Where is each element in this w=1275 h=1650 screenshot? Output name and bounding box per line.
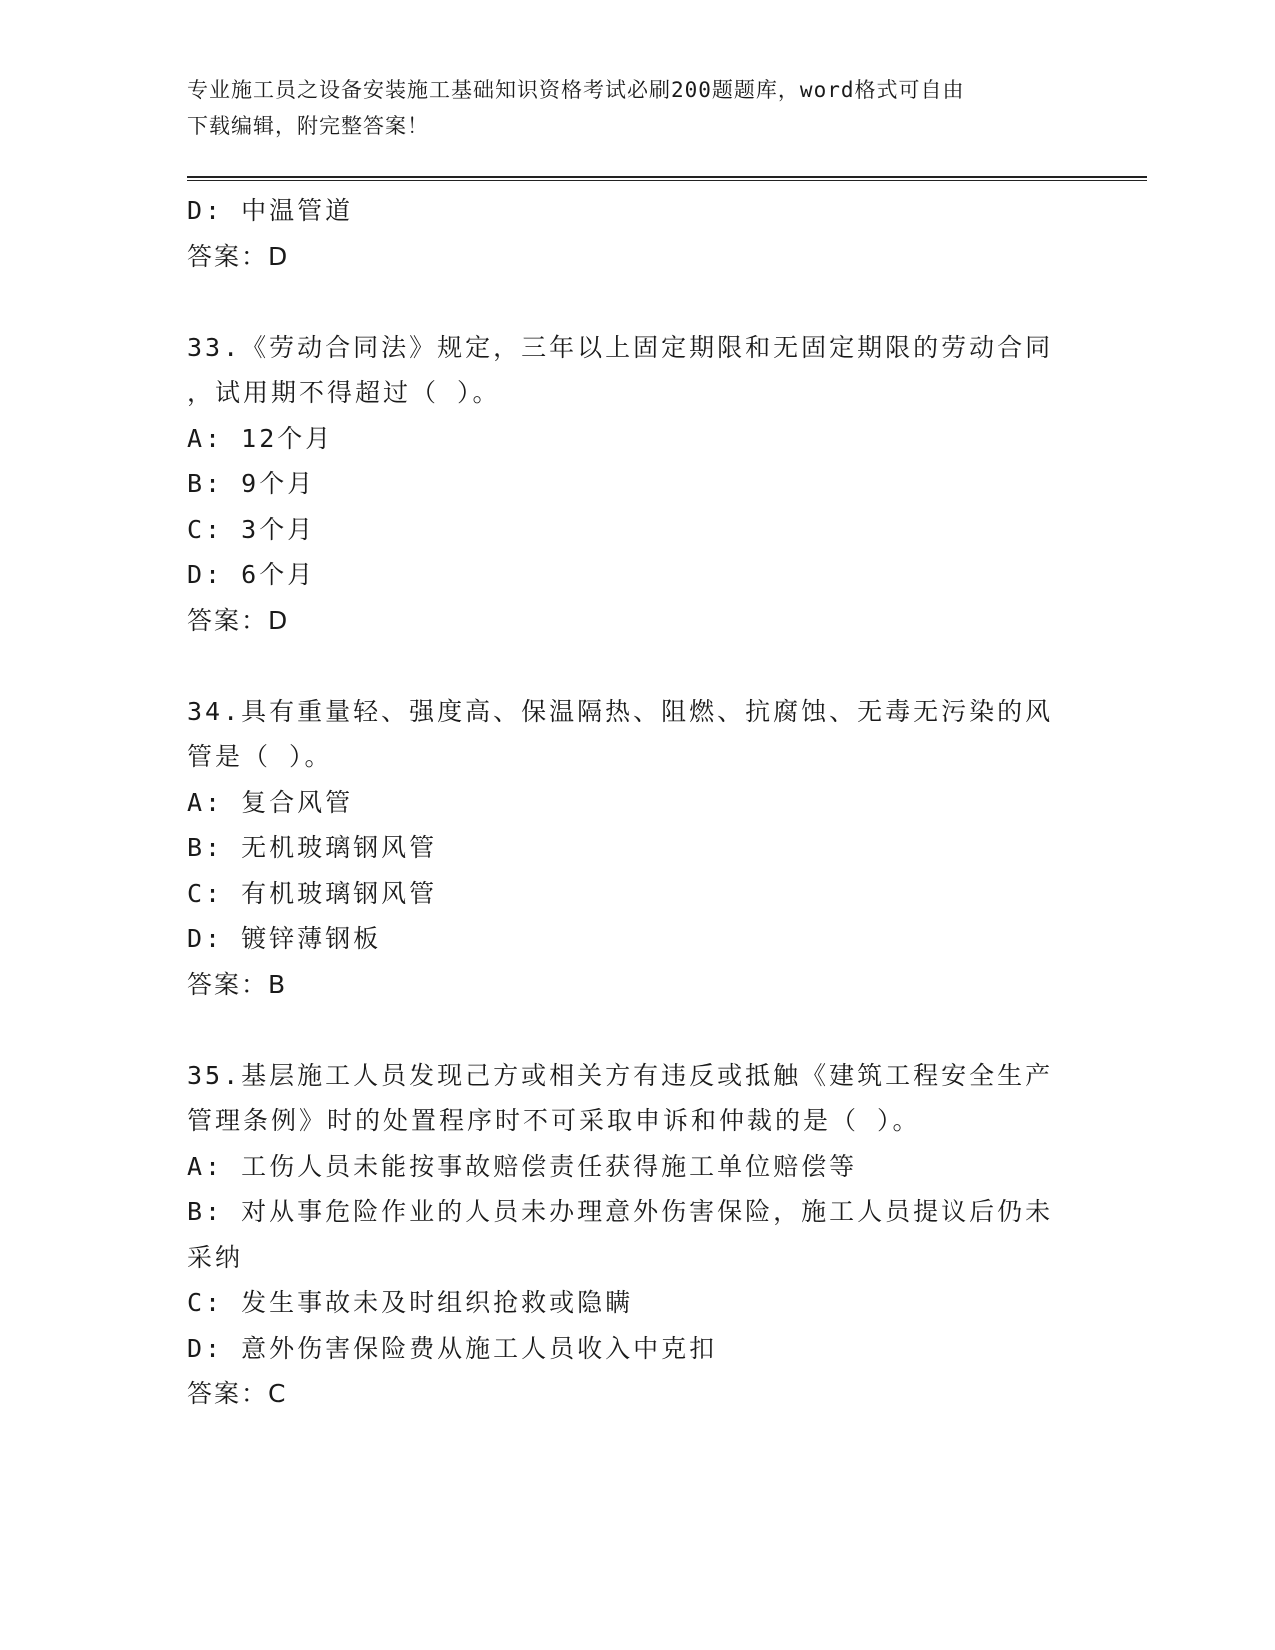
question-35-stem-line-1: 35.基层施工人员发现己方或相关方有违反或抵触《建筑工程安全生产	[187, 1060, 1054, 1090]
question-33-stem-line-1: 33.《劳动合同法》规定，三年以上固定期限和无固定期限的劳动合同	[187, 332, 1054, 362]
question-34-stem-line-2: 管是（ ）。	[187, 742, 333, 771]
question-35-option-c: C: 发生事故未及时组织抢救或隐瞒	[187, 1288, 634, 1317]
question-35-option-b-line-1: B: 对从事危险作业的人员未办理意外伤害保险，施工人员提议后仍未	[187, 1197, 1054, 1226]
question-35-option-d: D: 意外伤害保险费从施工人员收入中克扣	[187, 1333, 718, 1363]
question-33-option-b: B: 9个月	[187, 469, 316, 498]
question-34-option-a: A: 复合风管	[187, 787, 354, 817]
question-33-stem-line-2: ，试用期不得超过（ ）。	[187, 378, 501, 407]
question-35-option-a: A: 工伤人员未能按事故赔偿责任获得施工单位赔偿等	[187, 1151, 858, 1181]
question-35-answer: 答案：C	[187, 1379, 288, 1408]
question-34-option-b: B: 无机玻璃钢风管	[187, 833, 438, 862]
header-title-line-1: 专业施工员之设备安装施工基础知识资格考试必刷200题题库，word格式可自由	[187, 78, 965, 102]
spacer	[187, 643, 1087, 689]
question-33-option-d: D: 6个月	[187, 560, 316, 589]
question-33-option-c: C: 3个月	[187, 514, 316, 544]
spacer	[187, 279, 1087, 325]
question-34-stem-line-1: 34.具有重量轻、强度高、保温隔热、阻燃、抗腐蚀、无毒无污染的风	[187, 696, 1054, 726]
prev-question-answer: 答案：D	[187, 241, 290, 271]
prev-question-option-d: D: 中温管道	[187, 196, 354, 225]
question-35-option-b-line-2: 采纳	[187, 1242, 244, 1272]
question-33-answer: 答案：D	[187, 605, 290, 635]
question-35-stem-line-2: 管理条例》时的处置程序时不可采取申诉和仲裁的是（ ）。	[187, 1106, 921, 1135]
spacer	[187, 1007, 1087, 1053]
header-divider	[187, 176, 1147, 181]
question-34-option-d: D: 镀锌薄钢板	[187, 924, 382, 953]
header-title-line-2: 下载编辑，附完整答案！	[187, 114, 429, 138]
question-34-option-c: C: 有机玻璃钢风管	[187, 878, 438, 908]
question-34-answer: 答案：B	[187, 969, 288, 999]
question-33-option-a: A: 12个月	[187, 423, 334, 453]
page-header	[187, 72, 1087, 144]
question-content	[187, 188, 1087, 1417]
